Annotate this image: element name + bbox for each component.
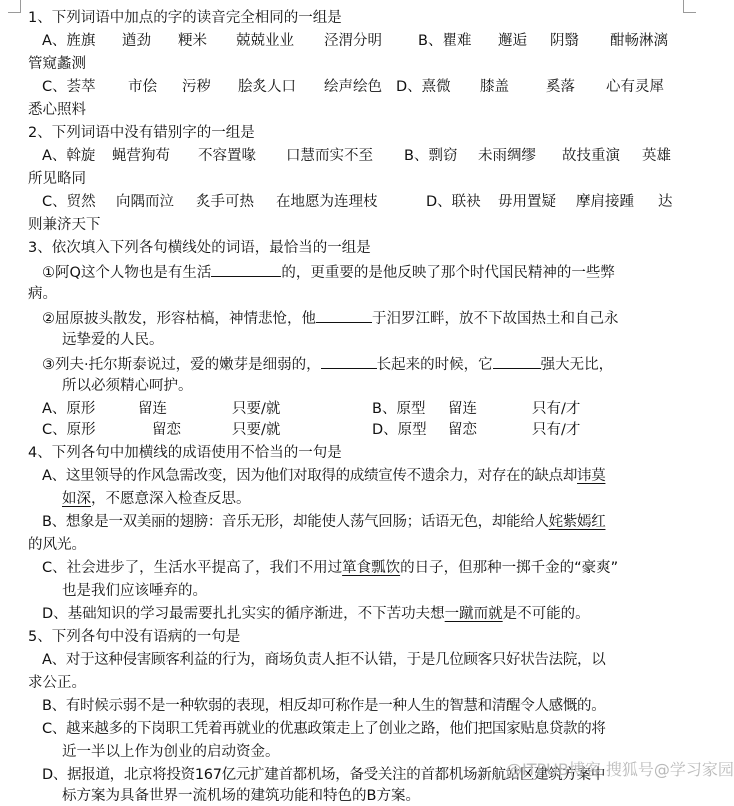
q3-sentence-3-text: 强大无比， <box>540 357 614 373</box>
q2-option-a: A、斡旋 <box>42 148 96 164</box>
q4-option-d <box>42 604 590 624</box>
q4-option-b-cont: 的风光。 <box>28 537 86 553</box>
q1-option-d-word: 心有灵犀 <box>606 79 664 95</box>
q1-option-d-word: 悉心照料 <box>28 102 86 118</box>
q4-option-d-text: D、基础知识的学习最需要扎扎实实的循序渐进，不下苦功夫想 <box>42 606 445 622</box>
q1-option-b-word: 酣畅淋漓 <box>610 33 668 49</box>
q5-option-d-cont: 标方案为具备世界一流机场的建筑功能和特色的B方案。 <box>62 788 420 804</box>
page-corner-mark-left <box>8 0 21 13</box>
q3-blank-2 <box>316 307 372 323</box>
q5-title: 5、下列各句中没有语病的一句是 <box>28 629 241 645</box>
q3-sentence-2 <box>42 307 619 329</box>
q4-idiom-c: 箪食瓢饮 <box>342 560 401 576</box>
q2-option-c-word: 在地愿为连理枝 <box>276 194 378 210</box>
q4-option-b <box>42 512 605 532</box>
q3-option-d-word: 留恋 <box>448 422 477 438</box>
q4-idiom-a: 讳莫 <box>577 468 606 484</box>
q3-option-b-word: 只有/才 <box>532 401 581 417</box>
q3-sentence-2-text: 于汨罗江畔，放不下故国热土和自己永 <box>372 311 619 327</box>
q5-option-a-cont: 求公正。 <box>28 675 86 691</box>
q4-option-a <box>42 466 605 486</box>
q5-option-c-cont: 近一半以上作为创业的启动资金。 <box>62 744 280 760</box>
q5-option-c: C、越来越多的下岗职工凭着再就业的优惠政策走上了创业之路，他们把国家贴息贷款的将 <box>42 721 606 737</box>
q1-option-d-word: 膝盖 <box>480 79 509 95</box>
q2-option-a-word: 蝇营狗苟 <box>112 148 170 164</box>
q3-option-a: A、原形 <box>42 401 96 417</box>
q3-option-d-word: 只有/才 <box>532 422 581 438</box>
q1-option-b-word: 阴翳 <box>550 33 579 49</box>
q4-option-c-text: C、社会进步了，生活水平提高了，我们不用过 <box>42 560 343 576</box>
q2-option-d-word: 达 <box>658 194 673 210</box>
q4-option-b-text: B、想象是一双美丽的翅膀：音乐无形，却能使人荡气回肠；话语无色，却能给人 <box>42 514 549 530</box>
q3-option-c-word: 只要/就 <box>232 422 281 438</box>
q5-option-d: D、据报道，北京将投资167亿元扩建首都机场，备受关注的首都机场新航站区建筑方案中 <box>42 767 606 783</box>
q5-option-a: A、对于这种侵害顾客利益的行为，商场负责人拒不认错，于是几位顾客只好状告法院，以 <box>42 652 606 668</box>
q1-option-c-word: 污秽 <box>182 79 211 95</box>
q3-option-b: B、原型 <box>372 401 426 417</box>
q1-option-d: D、熹微 <box>396 79 451 95</box>
q2-option-b-word: 未雨绸缪 <box>478 148 536 164</box>
q1-option-b: B、瞿难 <box>418 33 472 49</box>
q3-sentence-1-cont: 病。 <box>28 286 57 302</box>
q1-title: 1、下列词语中加点的字的读音完全相同的一组是 <box>28 10 342 26</box>
q1-option-c: C、荟萃 <box>42 79 96 95</box>
q1-option-a-word: 兢兢业业 <box>236 33 294 49</box>
q2-option-b-word: 所见略同 <box>28 171 86 187</box>
q2-option-b-word: 故技重演 <box>562 148 620 164</box>
q4-option-a-cont <box>62 489 251 509</box>
q1-option-c-word: 绘声绘色 <box>324 79 382 95</box>
q1-option-d-word: 奚落 <box>546 79 575 95</box>
q4-idiom-d: 一蹴而就 <box>444 606 503 622</box>
q3-option-b-word: 留连 <box>448 401 477 417</box>
q3-option-c-word: 留恋 <box>152 422 181 438</box>
q3-sentence-1 <box>42 261 615 283</box>
q4-option-a-text: A、这里领导的作风急需改变，因为他们对取得的成绩宣传不遗余力，对存在的缺点却 <box>42 468 578 484</box>
q3-sentence-1-text: 的，更重要的是他反映了那个时代国民精神的一些弊 <box>281 265 615 281</box>
q4-idiom-b: 姹紫嫣红 <box>548 514 606 530</box>
q3-option-a-word: 留连 <box>138 401 167 417</box>
q2-option-a-word: 口慧而实不至 <box>286 148 373 164</box>
q3-blank-1 <box>211 261 281 277</box>
q4-option-c-cont: 也是我们应该唾弃的。 <box>62 583 207 599</box>
q2-option-b: B、剽窃 <box>404 148 458 164</box>
q2-title: 2、下列词语中没有错别字的一组是 <box>28 125 255 141</box>
q3-blank-4 <box>493 353 541 369</box>
q3-sentence-2-cont: 远挚爱的人民。 <box>62 332 164 348</box>
q2-option-b-word: 英雄 <box>642 148 671 164</box>
q3-option-a-word: 只要/就 <box>232 401 281 417</box>
q3-title: 3、依次填入下列各句横线处的词语，最恰当的一组是 <box>28 240 371 256</box>
q2-option-d-word: 摩肩接踵 <box>576 194 634 210</box>
watermark: @ITPUB博客 搜狐号@学习家园 <box>506 760 734 779</box>
q1-option-a-word: 泾渭分明 <box>324 33 382 49</box>
q2-option-c: C、贸然 <box>42 194 96 210</box>
q3-sentence-2-text: ②屈原披头散发，形容枯槁，神情悲怆，他 <box>42 311 316 327</box>
q3-sentence-3-cont: 所以必须精心呵护。 <box>62 378 193 394</box>
page-corner-mark-right <box>683 0 696 13</box>
q2-option-d-word: 则兼济天下 <box>28 217 101 233</box>
q3-blank-3 <box>321 353 377 369</box>
q4-option-a-text: ，不愿意深入检查反思。 <box>91 491 251 507</box>
q4-idiom-a: 如深 <box>62 491 91 507</box>
q2-option-c-word: 炙手可热 <box>196 194 254 210</box>
q3-option-d: D、原型 <box>372 422 427 438</box>
q5-option-b: B、有时候示弱不是一种软弱的表现，相反却可称作是一种人生的智慧和清醒令人感慨的。 <box>42 698 606 714</box>
q1-option-b-word: 邂逅 <box>498 33 527 49</box>
q3-option-c: C、原形 <box>42 422 96 438</box>
q1-option-c-word: 脍炙人口 <box>238 79 296 95</box>
q4-option-c-text: 的日子，但那种一掷千金的“豪爽” <box>400 560 619 576</box>
q4-title: 4、下列各句中加横线的成语使用不恰当的一句是 <box>28 445 342 461</box>
q3-sentence-3-text: ③列夫·托尔斯泰说过，爱的嫩芽是细弱的， <box>42 357 321 373</box>
q1-option-a: A、旌旗 <box>42 33 96 49</box>
q2-option-d-word: 毋用置疑 <box>498 194 556 210</box>
q2-option-d: D、联袂 <box>426 194 481 210</box>
q4-option-c <box>42 558 618 578</box>
q2-option-c-word: 向隅而泣 <box>116 194 174 210</box>
q1-option-c-word: 市侩 <box>128 79 157 95</box>
q3-sentence-1-text: ①阿Q这个人物也是有生活 <box>42 265 212 281</box>
q1-option-b-word: 管窥蠡测 <box>28 56 86 72</box>
q1-option-a-word: 遒劲 <box>122 33 151 49</box>
q3-sentence-3-text: 长起来的时候，它 <box>376 357 493 373</box>
q1-option-a-word: 粳米 <box>178 33 207 49</box>
q2-option-a-word: 不容置喙 <box>198 148 256 164</box>
q4-option-d-text: 是不可能的。 <box>502 606 590 622</box>
q3-sentence-3 <box>42 353 613 375</box>
